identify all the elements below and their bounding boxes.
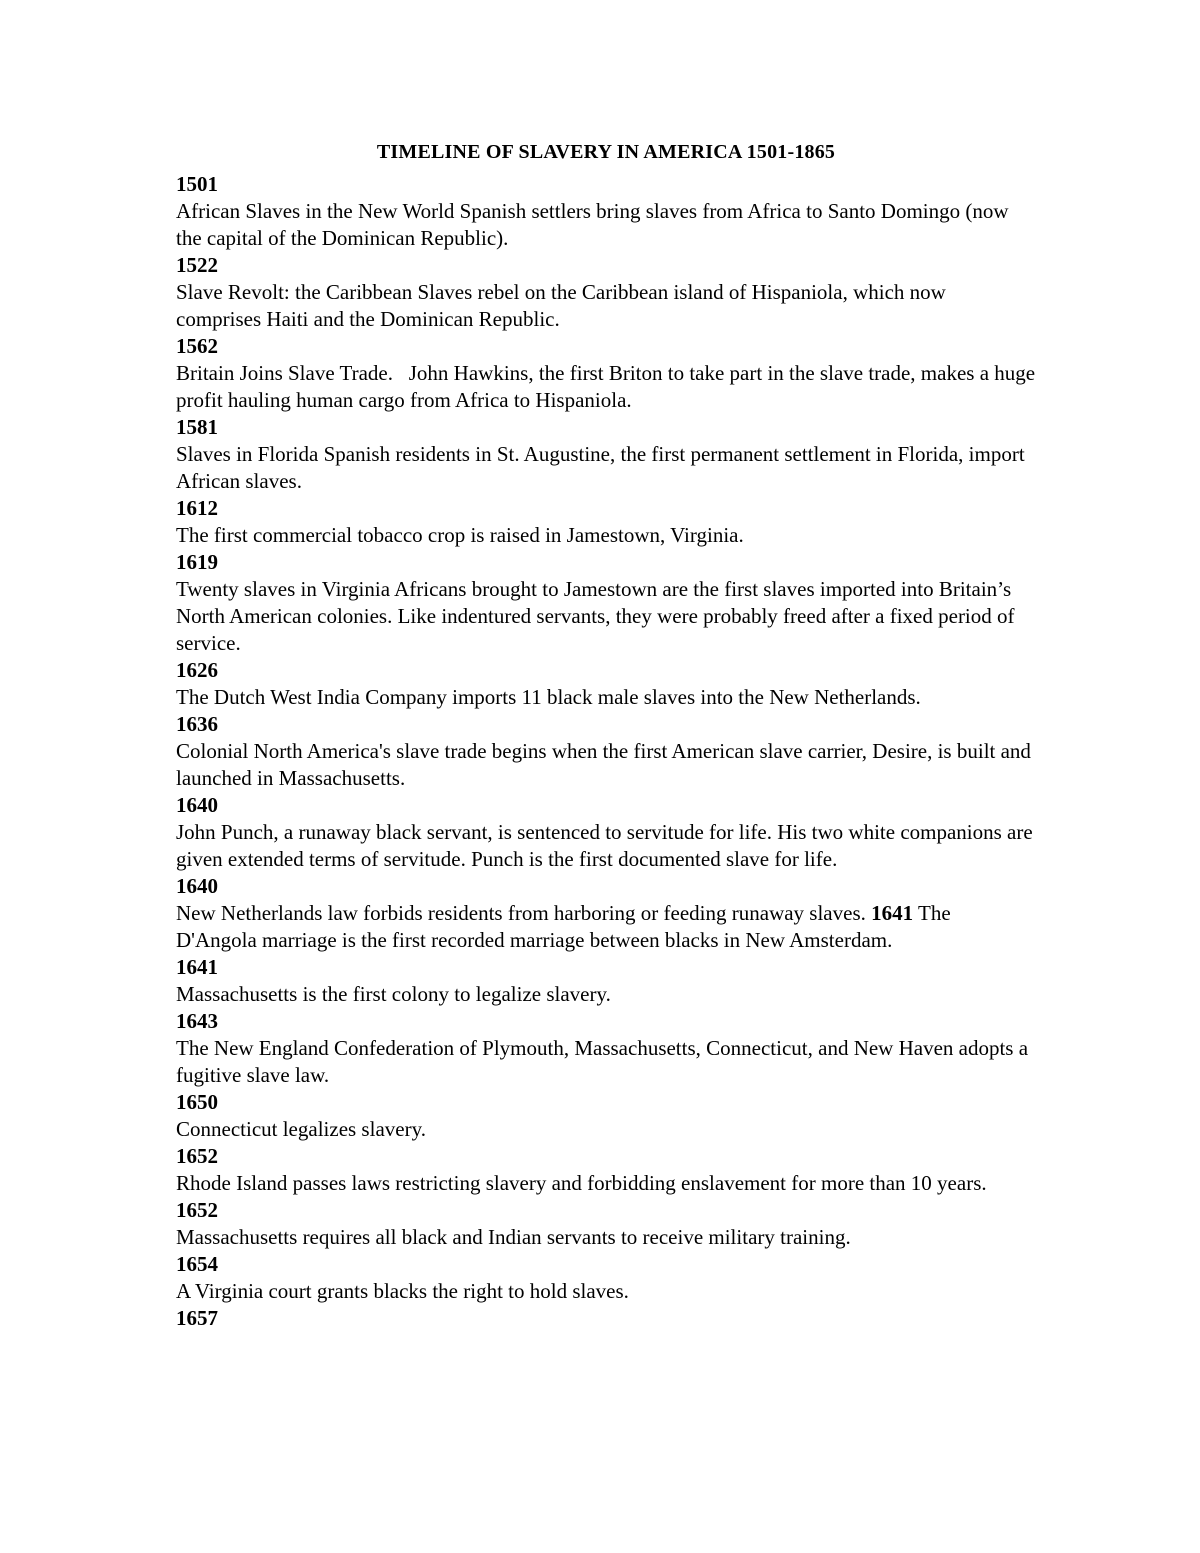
timeline-entry [176, 171, 1036, 252]
entry-year: 1612 [176, 496, 218, 520]
timeline-entry [176, 1008, 1036, 1089]
timeline-entry [176, 1251, 1036, 1305]
entry-text: The first commercial tobacco crop is raised in Jamestown, Virginia. [176, 523, 744, 547]
entry-year: 1654 [176, 1252, 218, 1276]
entry-text: Slaves in Florida Spanish residents in St. Augustine, the first permanent settlement in Florida, import African slaves. [176, 442, 1025, 493]
timeline-entry [176, 1089, 1036, 1143]
timeline-entry [176, 792, 1036, 873]
document-body [176, 139, 1041, 1332]
entry-inline-year: 1641 [871, 901, 914, 925]
entry-text-combined [176, 900, 1036, 954]
entry-text: A Virginia court grants blacks the right to hold slaves. [176, 1279, 629, 1303]
document-title: TIMELINE OF SLAVERY IN AMERICA 1501-1865 [376, 141, 836, 163]
entry-text: Massachusetts is the first colony to legalize slavery. [176, 982, 611, 1006]
timeline-entry [176, 549, 1036, 657]
entry-text: The New England Confederation of Plymouth, Massachusetts, Connecticut, and New Haven adopts a fugitive slave law. [176, 1036, 1029, 1087]
entry-year: 1640 [176, 793, 218, 817]
entry-text: The Dutch West India Company imports 11 black male slaves into the New Netherlands. [176, 685, 921, 709]
timeline-entry [176, 1197, 1036, 1251]
entry-year: 1522 [176, 253, 218, 277]
entry-text: Rhode Island passes laws restricting slavery and forbidding enslavement for more than 10 years. [176, 1171, 987, 1195]
entry-year: 1636 [176, 712, 218, 736]
timeline-entry [176, 495, 1036, 549]
entry-year: 1626 [176, 658, 218, 682]
entry-year: 1640 [176, 874, 218, 898]
timeline-entry [176, 1305, 1036, 1332]
entry-text: Slave Revolt: the Caribbean Slaves rebel on the Caribbean island of Hispaniola, which now comprises Haiti and the Dominican Republic. [176, 280, 946, 331]
entry-year: 1619 [176, 550, 218, 574]
entry-text: Colonial North America's slave trade begins when the first American slave carrier, Desire, is built and launched in Massachusetts. [176, 739, 1031, 790]
timeline-entry [176, 657, 1036, 711]
entry-text: Massachusetts requires all black and Indian servants to receive military training. [176, 1225, 851, 1249]
timeline-entry [176, 252, 1036, 333]
timeline-entry [176, 333, 1041, 414]
entry-year: 1657 [176, 1306, 218, 1330]
entry-year: 1652 [176, 1198, 218, 1222]
entry-text: African Slaves in the New World Spanish settlers bring slaves from Africa to Santo Domingo (now the capital of the Dominican Republic). [176, 199, 1009, 250]
entry-year: 1643 [176, 1009, 218, 1033]
entry-text: New Netherlands law forbids residents from harboring or feeding runaway slaves. [176, 901, 866, 925]
entry-year: 1562 [176, 334, 218, 358]
entry-year: 1581 [176, 415, 218, 439]
entry-year: 1641 [176, 955, 218, 979]
entry-text-after: The D'Angola marriage is the first recorded marriage between blacks in New Amsterdam. [176, 901, 951, 952]
timeline-entry [176, 1143, 1036, 1197]
timeline-entry [176, 954, 1036, 1008]
entry-year: 1650 [176, 1090, 218, 1114]
timeline-entry [176, 873, 1036, 954]
timeline-entry [176, 414, 1036, 495]
timeline-entry [176, 711, 1036, 792]
entry-text: Twenty slaves in Virginia Africans brought to Jamestown are the first slaves imported into Britain’s North American colonies. Like indentured servants, they were probably freed after a fixed period of service. [176, 577, 1015, 655]
entry-text: Connecticut legalizes slavery. [176, 1117, 426, 1141]
entry-text: John Punch, a runaway black servant, is sentenced to servitude for life. His two white companions are given extended terms of servitude. Punch is the first documented slave for life. [176, 820, 1033, 871]
entry-year: 1501 [176, 172, 218, 196]
entry-text: Britain Joins Slave Trade. John Hawkins, the first Briton to take part in the slave trade, makes a huge profit hauling human cargo from Africa to Hispaniola. [176, 361, 1041, 412]
entry-year: 1652 [176, 1144, 218, 1168]
